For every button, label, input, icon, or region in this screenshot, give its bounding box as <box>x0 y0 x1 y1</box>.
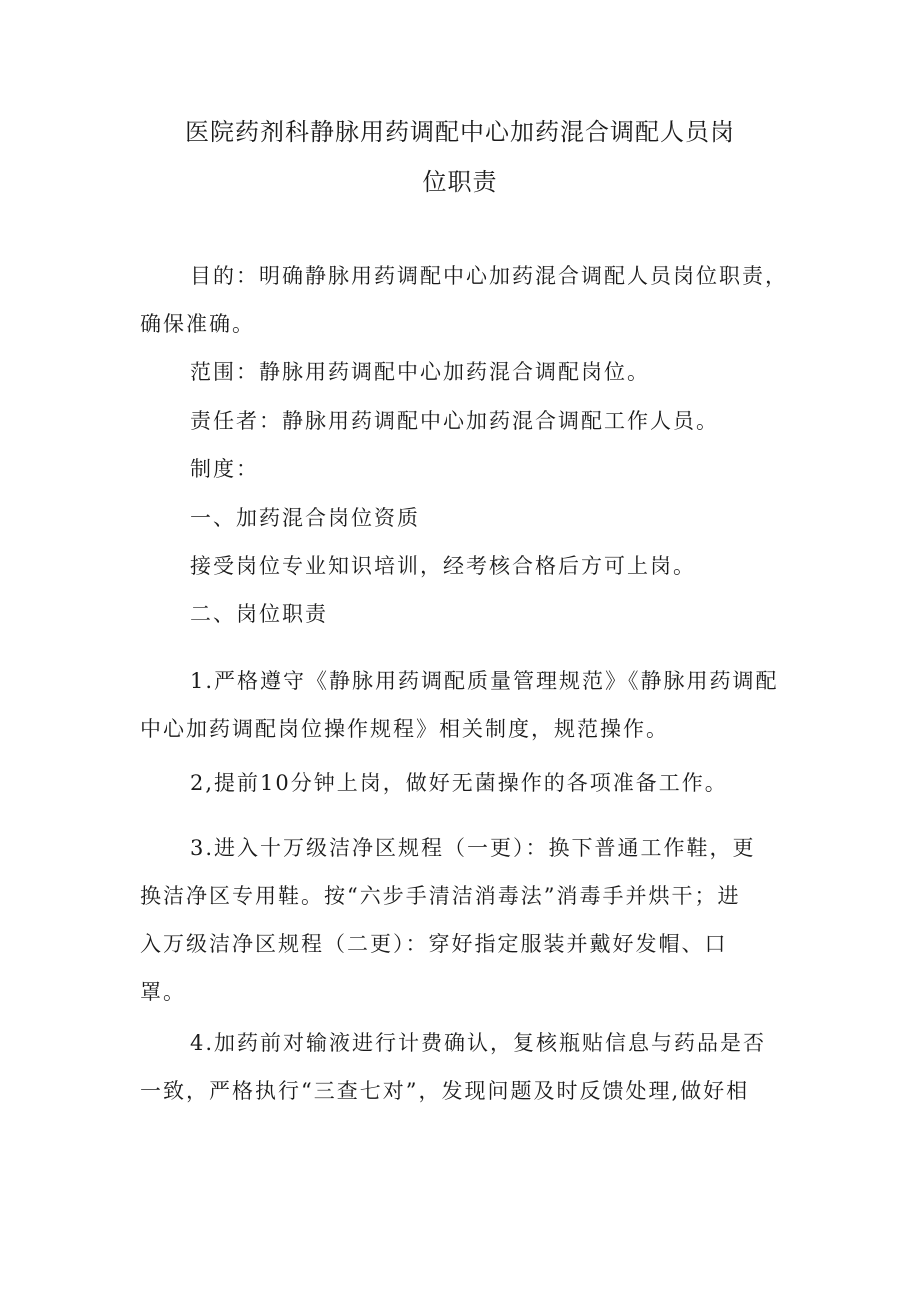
duty-3-text-continued-2: 入万级洁净区规程（二更）：穿好指定服装并戴好发帽、口 <box>140 932 728 956</box>
purpose-text-continued: 确保准确。 <box>140 312 255 336</box>
section-1-heading: 一、加药混合岗位资质 <box>190 506 420 530</box>
duty-3-text-continued-1: 换洁净区专用鞋。按“六步手清洁消毒法”消毒手并烘干；进 <box>140 884 741 908</box>
document-title-line-1: 医院药剂科静脉用药调配中心加药混合调配人员岗 <box>185 118 735 146</box>
section-2-heading: 二、岗位职责 <box>190 602 328 626</box>
duty-1-text-continued: 中心加药调配岗位操作规程》相关制度，规范操作。 <box>140 717 669 741</box>
purpose-text: 目的：明确静脉用药调配中心加药混合调配人员岗位职责， <box>190 264 788 288</box>
duty-4-text-continued: 一致，严格执行“三查七对”，发现问题及时反馈处理,做好相 <box>140 1079 750 1103</box>
duty-3-text-continued-3: 罩。 <box>140 980 186 1004</box>
responsible-text: 责任者：静脉用药调配中心加药混合调配工作人员。 <box>190 409 719 433</box>
duty-1-text: 1.严格遵守《静脉用药调配质量管理规范》《静脉用药调配 <box>190 669 779 693</box>
scope-text: 范围：静脉用药调配中心加药混合调配岗位。 <box>190 360 650 384</box>
section-1-text: 接受岗位专业知识培训，经考核合格后方可上岗。 <box>190 554 696 578</box>
system-heading: 制度： <box>190 457 259 481</box>
duty-3-text: 3.进入十万级洁净区规程（一更）：换下普通工作鞋，更 <box>190 836 756 860</box>
duty-2-text: 2,提前10分钟上岗，做好无菌操作的各项准备工作。 <box>190 771 728 795</box>
document-title-line-2: 位职责 <box>422 168 498 196</box>
duty-4-text: 4.加药前对输液进行计费确认，复核瓶贴信息与药品是否 <box>190 1031 767 1055</box>
